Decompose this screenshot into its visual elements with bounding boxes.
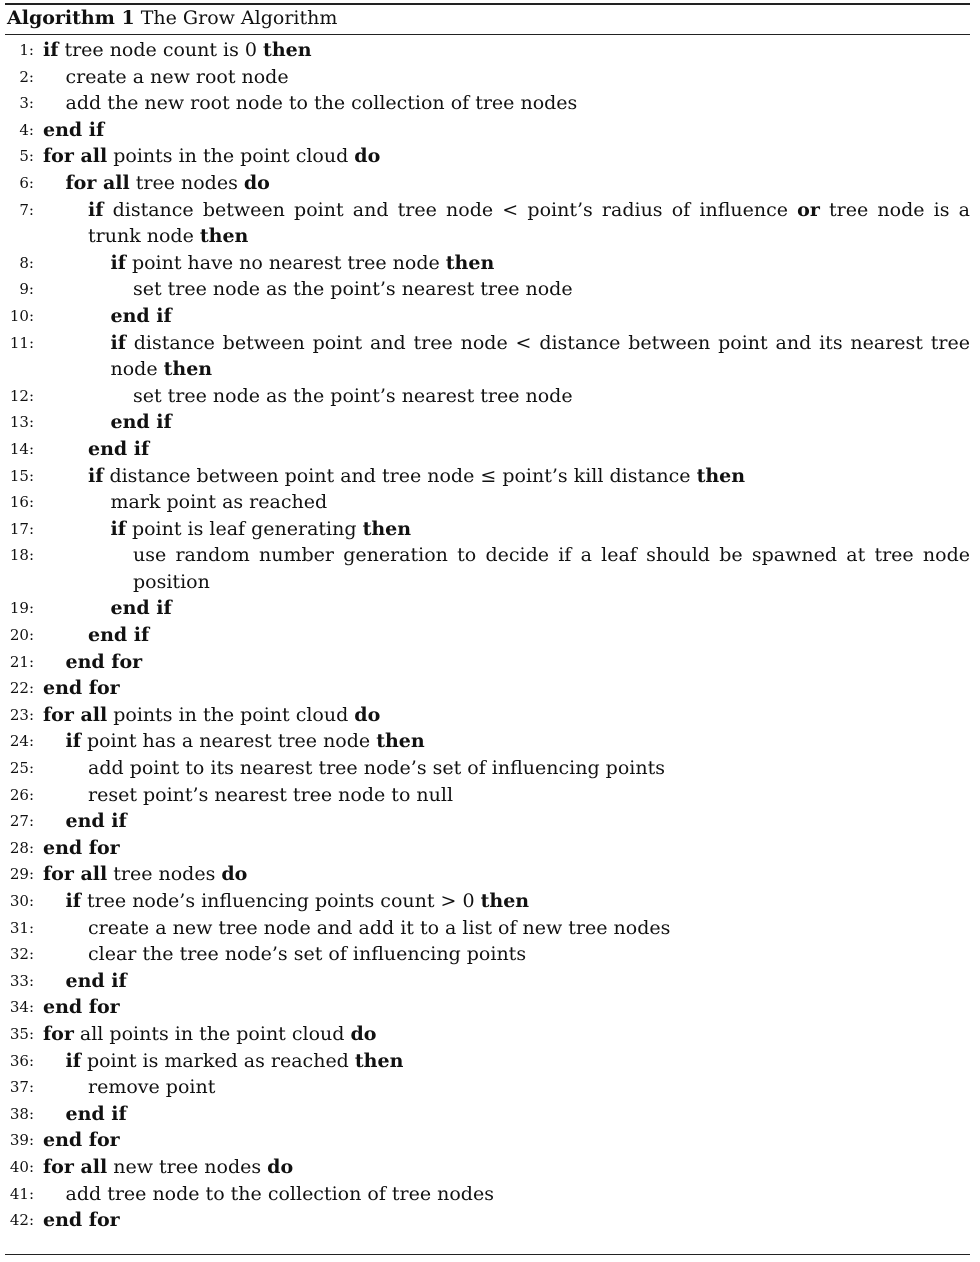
line-number: 33: <box>9 971 34 990</box>
algorithm-line <box>5 835 970 862</box>
line-number: 19: <box>9 599 34 618</box>
keyword: then <box>354 1049 404 1072</box>
keyword: end for <box>65 650 143 673</box>
line-text <box>43 143 970 170</box>
line-text <box>66 808 971 835</box>
algorithm-line <box>5 994 970 1021</box>
algorithm-line <box>5 649 970 676</box>
line-number: 18: <box>9 546 34 565</box>
algorithm-title: The Grow Algorithm <box>140 7 338 29</box>
line-number: 32: <box>9 945 34 964</box>
algorithm-line <box>5 861 970 888</box>
line-number: 36: <box>9 1051 34 1070</box>
keyword: end for <box>43 677 120 700</box>
line-number: 13: <box>9 413 34 432</box>
line-text <box>66 728 971 755</box>
statement-text: reset point’s nearest tree node to null <box>88 783 454 806</box>
line-number: 28: <box>9 838 34 857</box>
keyword: if <box>88 464 104 487</box>
line-text <box>111 516 971 543</box>
line-text <box>88 1074 970 1101</box>
statement-text: new tree nodes <box>107 1155 268 1178</box>
keyword: if <box>65 890 81 912</box>
keyword: do <box>354 703 381 726</box>
line-number: 25: <box>9 759 34 778</box>
algorithm-line <box>5 436 970 463</box>
line-number: 20: <box>9 626 34 645</box>
line-text <box>66 170 971 197</box>
algorithm-label: Algorithm 1 <box>7 7 135 29</box>
line-text <box>43 1127 970 1154</box>
keyword: if <box>110 331 126 354</box>
line-number: 24: <box>9 732 34 751</box>
statement-text: tree node’s influencing points count > 0 <box>80 890 481 912</box>
algorithm-line <box>5 250 970 277</box>
line-text <box>43 117 970 144</box>
keyword: end if <box>65 810 127 833</box>
algorithm-line <box>5 728 970 755</box>
algorithm-line <box>5 808 970 835</box>
line-text <box>66 1181 971 1208</box>
statement-text: points in the point cloud <box>107 703 355 726</box>
keyword: do <box>267 1155 294 1178</box>
algorithm-line <box>5 968 970 995</box>
keyword: end if <box>110 304 172 327</box>
line-text <box>43 1207 970 1234</box>
line-text <box>66 64 971 91</box>
line-number: 29: <box>9 865 34 884</box>
keyword: for all <box>43 863 108 886</box>
algorithm-line <box>5 330 970 383</box>
line-number: 14: <box>9 439 34 458</box>
line-text <box>66 888 971 915</box>
keyword: do <box>243 171 270 194</box>
line-number: 30: <box>9 892 34 910</box>
algorithm-line <box>5 37 970 64</box>
algorithm-line <box>5 1127 970 1154</box>
line-text <box>43 1154 970 1181</box>
line-number: 17: <box>9 519 34 538</box>
top-rule <box>5 3 970 5</box>
keyword: end if <box>43 118 105 141</box>
line-number: 4: <box>19 120 34 139</box>
statement-text: tree nodes <box>107 863 222 886</box>
line-number: 3: <box>19 94 34 113</box>
algorithm-caption <box>7 6 337 30</box>
statement-text: use random number generation to decide if a leaf should be spawned at tree node position <box>133 544 970 593</box>
algorithm-line <box>5 782 970 809</box>
line-number: 40: <box>9 1157 34 1176</box>
line-text <box>88 622 970 649</box>
line-text <box>43 1021 970 1048</box>
line-number: 27: <box>9 812 34 831</box>
algorithm-line <box>5 915 970 942</box>
algorithm-line <box>5 64 970 91</box>
line-number: 34: <box>9 998 34 1017</box>
keyword: if <box>110 517 126 540</box>
keyword: if <box>110 251 126 274</box>
line-number: 35: <box>9 1024 34 1043</box>
caption-rule <box>5 34 970 35</box>
keyword: for all <box>43 703 108 726</box>
keyword: end if <box>65 1102 127 1125</box>
keyword: then <box>376 730 425 753</box>
line-number: 8: <box>19 253 34 272</box>
line-number: 37: <box>9 1078 34 1097</box>
line-text <box>111 250 971 277</box>
statement-text: create a new tree node and add it to a list of new tree nodes <box>88 916 671 939</box>
keyword: for all <box>43 145 108 168</box>
statement-text: add point to its nearest tree node’s set of influencing points <box>88 757 665 780</box>
line-text <box>88 436 970 463</box>
keyword: end for <box>43 836 120 859</box>
keyword: then <box>199 225 249 248</box>
keyword: then <box>163 358 213 381</box>
line-text <box>88 915 970 942</box>
line-text <box>43 702 970 729</box>
line-number: 16: <box>9 493 34 512</box>
line-text <box>43 861 970 888</box>
algorithm-line <box>5 1154 970 1181</box>
algorithm-line <box>5 1048 970 1075</box>
algorithm-line <box>5 143 970 170</box>
line-text <box>88 941 970 968</box>
statement-text: set tree node as the point’s nearest tree node <box>133 384 573 407</box>
line-text <box>111 595 971 622</box>
keyword: end if <box>110 411 172 434</box>
line-number: 26: <box>9 785 34 804</box>
statement-text: tree node is a trunk node <box>88 198 970 248</box>
statement-text: tree node count is 0 <box>58 39 264 61</box>
algorithm-line <box>5 303 970 330</box>
algorithm-line <box>5 117 970 144</box>
line-text <box>133 276 970 303</box>
keyword: for all <box>65 171 130 194</box>
line-number: 42: <box>9 1211 34 1230</box>
line-number: 5: <box>19 147 34 166</box>
line-number: 11: <box>9 333 34 352</box>
line-number: 38: <box>9 1104 34 1123</box>
line-text <box>66 90 971 117</box>
line-text <box>43 994 970 1021</box>
algorithm-line <box>5 702 970 729</box>
statement-text: create a new root node <box>65 65 289 88</box>
line-text <box>111 409 971 436</box>
line-text <box>66 1048 971 1075</box>
algorithm-line <box>5 1181 970 1208</box>
statement-text: point have no nearest tree node <box>125 251 446 274</box>
line-text <box>111 303 971 330</box>
statement-text: add the new root node to the collection of tree nodes <box>65 92 578 115</box>
algorithm-line <box>5 170 970 197</box>
statement-text: point has a nearest tree node <box>80 730 377 753</box>
algorithm-line <box>5 197 970 250</box>
line-number: 2: <box>19 67 34 86</box>
keyword: if <box>43 39 59 61</box>
keyword: if <box>65 1049 81 1072</box>
keyword: do <box>350 1022 377 1045</box>
line-text <box>43 675 970 702</box>
algorithm-line <box>5 595 970 622</box>
statement-text: distance between point and tree node ≤ point’s kill distance <box>103 464 697 487</box>
algorithm-line <box>5 463 970 490</box>
bottom-rule <box>5 1254 970 1255</box>
line-number: 15: <box>9 466 34 485</box>
line-text <box>88 755 970 782</box>
line-number: 6: <box>19 173 34 192</box>
line-text <box>43 37 970 64</box>
line-number: 1: <box>19 41 34 59</box>
keyword: or <box>797 198 820 221</box>
algorithm-line <box>5 489 970 516</box>
statement-text: remove point <box>88 1076 216 1099</box>
line-text <box>43 835 970 862</box>
algorithm-line <box>5 383 970 410</box>
line-text <box>66 1101 971 1128</box>
line-number: 21: <box>9 652 34 671</box>
line-text <box>88 197 970 250</box>
algorithm-line <box>5 409 970 436</box>
statement-text: point is marked as reached <box>80 1049 355 1072</box>
statement-text: clear the tree node’s set of influencing points <box>88 943 527 966</box>
statement-text: distance between point and tree node < point’s radius of influence <box>103 198 798 221</box>
keyword: for <box>43 1022 74 1045</box>
statement-text: mark point as reached <box>110 491 328 514</box>
line-text <box>111 489 971 516</box>
algorithm-line <box>5 90 970 117</box>
statement-text: distance between point and tree node < distance between point and its nearest tree node <box>110 331 970 381</box>
keyword: if <box>88 198 104 221</box>
line-text <box>88 782 970 809</box>
keyword: then <box>480 890 530 912</box>
line-text <box>111 330 971 383</box>
statement-text: add tree node to the collection of tree nodes <box>65 1182 494 1205</box>
keyword: for all <box>43 1155 108 1178</box>
keyword: then <box>696 464 746 487</box>
algorithm-line <box>5 1207 970 1234</box>
line-text <box>133 383 970 410</box>
algorithm-line <box>5 1021 970 1048</box>
line-number: 39: <box>9 1131 34 1150</box>
keyword: then <box>263 39 312 61</box>
keyword: end if <box>65 969 127 992</box>
statement-text: tree nodes <box>129 171 244 194</box>
line-number: 22: <box>9 679 34 698</box>
line-number: 12: <box>9 386 34 405</box>
algorithm-line <box>5 888 970 915</box>
line-number: 10: <box>9 306 34 325</box>
line-number: 31: <box>9 918 34 937</box>
algorithm-line <box>5 755 970 782</box>
line-text <box>133 542 970 595</box>
keyword: if <box>65 730 81 753</box>
algorithm-line <box>5 1101 970 1128</box>
keyword: end if <box>88 624 150 647</box>
line-number: 9: <box>19 280 34 299</box>
keyword: do <box>354 145 381 168</box>
algorithm-line <box>5 675 970 702</box>
line-number: 41: <box>9 1184 34 1203</box>
algorithm-line <box>5 542 970 595</box>
algorithm-line <box>5 276 970 303</box>
statement-text: points in the point cloud <box>107 145 355 168</box>
keyword: do <box>221 863 248 886</box>
algorithm-line <box>5 1074 970 1101</box>
statement-text: point is leaf generating <box>125 517 363 540</box>
keyword: end if <box>88 437 150 460</box>
algorithm-lines <box>5 37 970 1234</box>
keyword: then <box>362 517 412 540</box>
line-text <box>66 968 971 995</box>
line-number: 23: <box>9 705 34 724</box>
statement-text: set tree node as the point’s nearest tree node <box>133 278 573 301</box>
keyword: end for <box>43 1129 120 1152</box>
keyword: end for <box>43 996 120 1019</box>
line-text <box>66 649 971 676</box>
keyword: then <box>445 251 495 274</box>
algorithm-line <box>5 941 970 968</box>
line-text <box>88 463 970 490</box>
keyword: end for <box>43 1209 120 1232</box>
keyword: end if <box>110 597 172 620</box>
algorithm-line <box>5 622 970 649</box>
line-number: 7: <box>19 200 34 219</box>
statement-text: all points in the point cloud <box>73 1022 351 1045</box>
algorithm-line <box>5 516 970 543</box>
